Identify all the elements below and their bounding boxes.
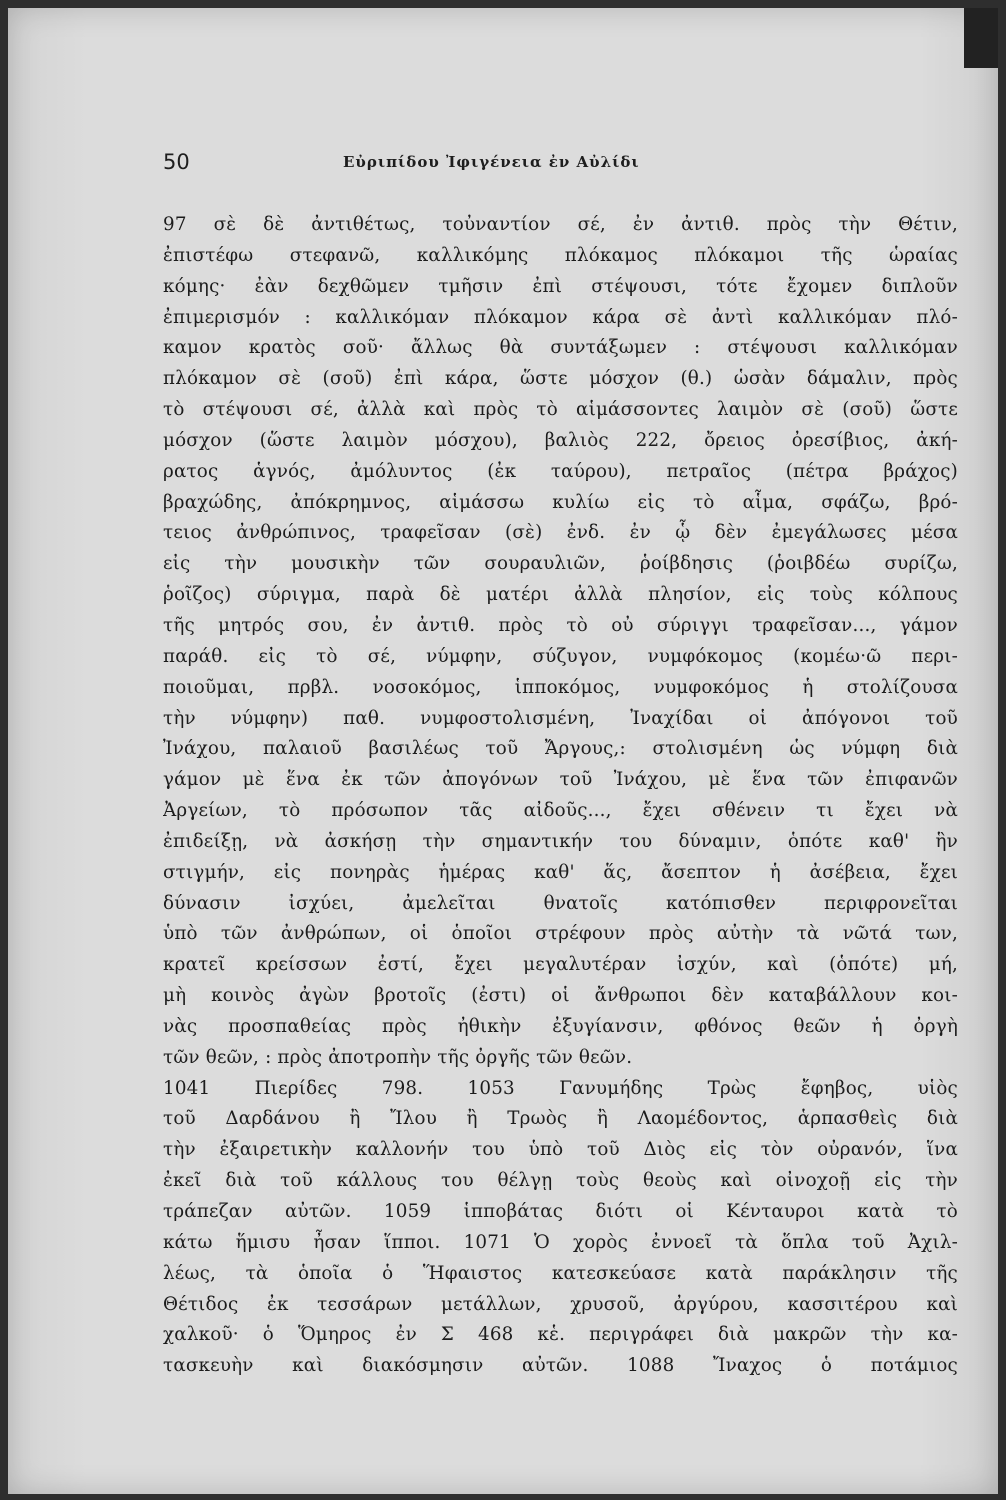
page-number: 50 [163,150,190,174]
text-line: παράθ. εἰς τὸ σέ, νύμφην, σύζυγον, νυμφόκομος (κομέω·ῶ περι- [163,645,958,667]
text-line: Θέτιδος ἐκ τεσσάρων μετάλλων, χρυσοῦ, ἀργύρου, κασσιτέρου καὶ [163,1293,958,1315]
text-line: μὴ κοινὸς ἀγὼν βροτοῖς (ἐστι) οἱ ἄνθρωποι δὲν καταβάλλουν κοι- [163,985,958,1007]
text-line: ποιοῦμαι, πρβλ. νοσοκόμος, ἱπποκόμος, νυμφοκόμος ἡ στολίζουσα [163,676,958,698]
text-line: κρατεῖ κρείσσων ἐστί, ἔχει μεγαλυτέραν ἰσχύν, καὶ (ὁπότε) μή, [163,954,958,976]
text-line: ἐκεῖ διὰ τοῦ κάλλους του θέλγῃ τοὺς θεοὺς καὶ οἰνοχοῇ εἰς τὴν [163,1170,958,1192]
text-line: 1041 Πιερίδες 798. 1053 Γανυμήδης Τρὼς ἔφηβος, υἱὸς [163,1077,958,1099]
running-head: Εὐριπίδου Ἰφιγένεια ἐν Αὐλίδι [343,153,640,171]
text-line: τῶν θεῶν, : πρὸς ἀποτροπὴν τῆς ὀργῆς τῶν θεῶν. [163,1046,633,1068]
text-line: ἐπιμερισμόν : καλλικόμαν πλόκαμον κάρα σὲ ἀντὶ καλλικόμαν πλό- [163,306,958,328]
text-line: γάμον μὲ ἕνα ἐκ τῶν ἀπογόνων τοῦ Ἰνάχου, μὲ ἕνα τῶν ἐπιφανῶν [163,769,958,791]
text-line: τράπεζαν αὐτῶν. 1059 ἱπποβάτας διότι οἱ Κένταυροι κατὰ τὸ [163,1201,958,1222]
text-line: πλόκαμον σὲ (σοῦ) ἐπὶ κάρα, ὥστε μόσχον (θ.) ὡσὰν δάμαλιν, πρὸς [163,368,958,390]
text-line: ἐπιδείξῃ, νὰ ἀσκήσῃ τὴν σημαντικήν του δύναμιν, ὁπότε καθ' ἣν [163,830,958,852]
text-line: λέως, τὰ ὁποῖα ὁ Ἥφαιστος κατεσκεύασε κατὰ παράκλησιν τῆς [163,1262,958,1284]
text-line: νὰς προσπαθείας πρὸς ἠθικὴν ἐξυγίανσιν, φθόνος θεῶν ἡ ὀργὴ [163,1015,958,1037]
text-line: τῆς μητρός σου, ἐν ἀντιθ. πρὸς τὸ οὐ σύριγγι τραφεῖσαν..., γάμον [163,614,958,636]
text-line: στιγμήν, εἰς πονηρὰς ἡμέρας καθ' ἅς, ἄσεπτον ἡ ἀσέβεια, ἔχει [163,861,958,883]
text-line: ῥοῖζος) σύριγμα, παρὰ δὲ ματέρι ἀλλὰ πλησίον, εἰς τοὺς κόλπους [163,584,958,606]
text-line: 97 σὲ δὲ ἀντιθέτως, τοὐναντίον σέ, ἐν ἀντιθ. πρὸς τὴν Θέτιν, [163,214,958,235]
text-line: κόμης· ἐὰν δεχθῶμεν τμῆσιν ἐπὶ στέψουσι, τότε ἔχομεν διπλοῦν [163,275,958,297]
text-line: ρατος ἁγνός, ἀμόλυντος (ἐκ ταύρου), πετραῖος (πέτρα βράχος) [163,460,958,482]
text-line: τὴν ἐξαιρετικὴν καλλονήν του ὑπὸ τοῦ Διὸς εἰς τὸν οὐρανόν, ἵνα [163,1139,958,1161]
text-line: τοῦ Δαρδάνου ἢ Ἴλου ἢ Τρωὸς ἢ Λαομέδοντος, ἁρπασθεὶς διὰ [163,1108,958,1130]
commentary-text [163,210,958,1382]
text-line: Ἰνάχου, παλαιοῦ βασιλέως τοῦ Ἄργους,: στολισμένη ὡς νύμφη διὰ [163,738,958,760]
text-line: τὸ στέψουσι σέ, ἀλλὰ καὶ πρὸς τὸ αἱμάσσοντες λαιμὸν σὲ (σοῦ) ὥστε [163,399,958,421]
text-line: ἐπιστέφω στεφανῶ, καλλικόμης πλόκαμος πλόκαμοι τῆς ὡραίας [163,244,958,266]
scan-corner-shadow [964,8,998,68]
text-line: μόσχον (ὥστε λαιμὸν μόσχου), βαλιὸς 222, ὄρειος ὀρεσίβιος, ἀκή- [163,429,958,451]
text-line: Ἀργείων, τὸ πρόσωπον τᾶς αἰδοῦς..., ἔχει σθένειν τι ἔχει νὰ [163,800,958,822]
text-line: ὑπὸ τῶν ἀνθρώπων, οἱ ὁποῖοι στρέφουν πρὸς αὐτὴν τὰ νῶτά των, [163,923,958,945]
text-line: τειος ἀνθρώπινος, τραφεῖσαν (σὲ) ἐνδ. ἐν ᾧ δὲν ἐμεγάλωσες μέσα [163,522,958,544]
text-line: κάτω ἥμισυ ἦσαν ἵπποι. 1071 Ὁ χορὸς ἐννοεῖ τὰ ὅπλα τοῦ Ἀχιλ- [163,1231,958,1253]
text-line: εἰς τὴν μουσικὴν τῶν σουραυλιῶν, ῥοίβδησις (ῥοιβδέω συρίζω, [163,553,958,575]
text-line: χαλκοῦ· ὁ Ὅμηρος ἐν Σ 468 κἑ. περιγράφει διὰ μακρῶν τὴν κα- [163,1324,958,1346]
text-line: τὴν νύμφην) παθ. νυμφοστολισμένη, Ἰναχίδαι οἱ ἀπόγονοι τοῦ [163,707,958,729]
text-line: βραχώδης, ἀπόκρημνος, αἱμάσσω κυλίω εἰς τὸ αἷμα, σφάζω, βρό- [163,491,958,513]
text-line: τασκευὴν καὶ διακόσμησιν αὐτῶν. 1088 Ἴναχος ὁ ποτάμιος [163,1355,958,1377]
text-line: δύνασιν ἰσχύει, ἀμελεῖται θνατοῖς κατόπισθεν περιφρονεῖται [163,892,958,914]
page-header [163,150,963,180]
text-line: καμον κρατὸς σοῦ· ἄλλως θὰ συντάξωμεν : στέψουσι καλλικόμαν [163,337,958,359]
